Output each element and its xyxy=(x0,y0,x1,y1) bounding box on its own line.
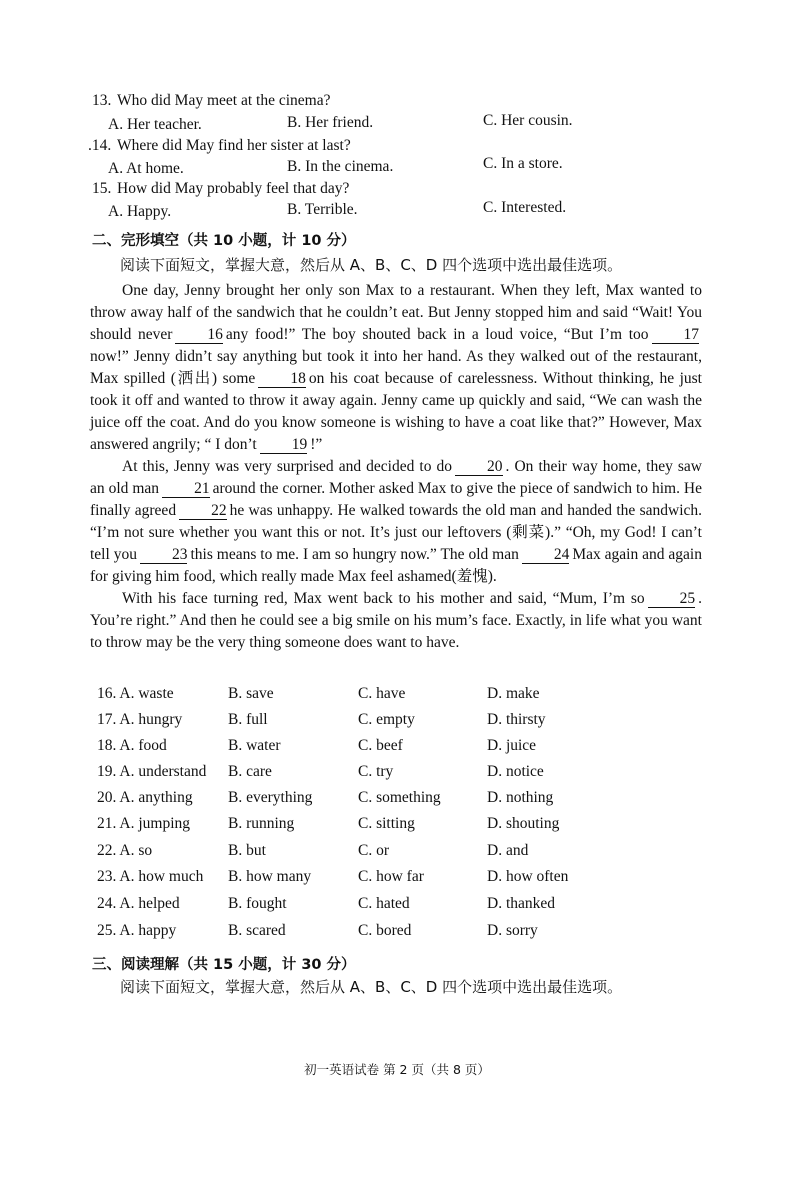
cloze-option-row xyxy=(0,895,794,921)
option-c: C. how far xyxy=(358,868,424,885)
section-heading-cloze: 二、完形填空（共 10 小题，计 10 分） xyxy=(92,233,356,249)
passage-text: around the corner. Mother asked Max to give the piece of sandwich to him. He finally agreed xyxy=(90,480,702,519)
cloze-option-row xyxy=(0,711,794,737)
option-b: B. running xyxy=(228,815,295,832)
passage-text: any food!” The boy shouted back in a loud voice, “But I’m too xyxy=(225,326,649,343)
option-d: D. and xyxy=(487,842,529,859)
option-b: B. how many xyxy=(228,868,312,885)
option-b: B. scared xyxy=(228,922,286,939)
passage-text: he was unhappy. He walked towards the old man and handed the sandwich. “I’m not sure whether you want this or not. It’s just our leftovers (剩菜).” “Oh, my God! I can’t tell you xyxy=(90,502,703,563)
blank-22: 22 xyxy=(179,502,227,520)
option-a: 16. A. waste xyxy=(97,685,174,702)
option-b: B. water xyxy=(228,737,281,754)
option-d: D. nothing xyxy=(487,789,554,806)
option-a: 20. A. anything xyxy=(97,789,193,806)
blank-21: 21 xyxy=(162,480,210,498)
option-c: C. hated xyxy=(358,895,410,912)
option-c: C. beef xyxy=(358,737,403,754)
passage-text: Max again and again for giving him food, which really made Max feel ashamed(羞愧). xyxy=(90,546,702,585)
blank-16: 16 xyxy=(175,326,223,344)
blank-23: 23 xyxy=(140,546,188,564)
option-b: B. In the cinema. xyxy=(287,158,394,175)
passage-paragraph-2 xyxy=(90,456,702,588)
option-c: C. or xyxy=(358,842,389,859)
question-stem: Who did May meet at the cinema? xyxy=(117,92,331,109)
passage-text: . On their way home, they saw an old man xyxy=(90,458,702,497)
passage-text: this means to me. I am so hungry now.” The old man xyxy=(190,546,519,563)
option-c: C. bored xyxy=(358,922,412,939)
blank-25: 25 xyxy=(648,590,696,608)
option-b: B. full xyxy=(228,711,268,728)
cloze-passage xyxy=(90,280,702,654)
option-a: 22. A. so xyxy=(97,842,153,859)
option-d: D. juice xyxy=(487,737,537,754)
option-c: C. empty xyxy=(358,711,415,728)
passage-text: With his face turning red, Max went back to his mother and said, “Mum, I’m so xyxy=(122,590,645,607)
option-c: C. Interested. xyxy=(483,199,567,216)
page-footer: 初一英语试卷 第 2 页（共 8 页） xyxy=(304,1062,490,1077)
blank-19: 19 xyxy=(260,436,308,454)
option-b: B. Terrible. xyxy=(287,201,358,218)
option-a: 21. A. jumping xyxy=(97,815,191,832)
blank-20: 20 xyxy=(455,458,503,476)
option-c: C. something xyxy=(358,789,441,806)
section-instruction-cloze: 阅读下面短文，掌握大意，然后从 A、B、C、D 四个选项中选出最佳选项。 xyxy=(120,256,623,274)
option-d: D. sorry xyxy=(487,922,538,939)
question-stem: Where did May find her sister at last? xyxy=(117,137,351,154)
option-d: D. thanked xyxy=(487,895,556,912)
section-heading-reading: 三、阅读理解（共 15 小题，计 30 分） xyxy=(92,957,356,973)
blank-17: 17 xyxy=(652,326,700,344)
passage-text: At this, Jenny was very surprised and decided to do xyxy=(122,458,453,475)
option-d: D. how often xyxy=(487,868,569,885)
question-number: 15. xyxy=(92,180,112,197)
option-a: 17. A. hungry xyxy=(97,711,183,728)
option-a: 18. A. food xyxy=(97,737,167,754)
option-d: D. notice xyxy=(487,763,544,780)
cloze-option-row xyxy=(0,815,794,841)
cloze-option-row xyxy=(0,842,794,868)
passage-text: !” xyxy=(310,436,323,453)
option-d: D. make xyxy=(487,685,540,702)
option-c: C. Her cousin. xyxy=(483,112,573,129)
passage-paragraph-1 xyxy=(90,280,702,456)
option-c: C. have xyxy=(358,685,406,702)
option-a: A. At home. xyxy=(108,160,184,177)
option-b: B. but xyxy=(228,842,266,859)
cloze-option-row xyxy=(0,922,794,948)
option-a: 25. A. happy xyxy=(97,922,177,939)
option-d: D. thirsty xyxy=(487,711,546,728)
option-a: A. Her teacher. xyxy=(108,116,202,133)
passage-text: . You’re right.” And then he could see a big smile on his mum’s face. Exactly, in life what you want to throw may be the very thing someone does want to have. xyxy=(90,590,702,651)
passage-text: on his coat because of carelessness. Without thinking, he just took it off and wanted to throw it away again. Jenny came up quickly and said, “We can wash the juice off the coat. And do you know someone is wishing to have a coat like that?” However, Max answered angrily; “ I don’t xyxy=(90,370,702,453)
cloze-option-row xyxy=(0,737,794,763)
question-stem: How did May probably feel that day? xyxy=(117,180,350,197)
option-b: B. save xyxy=(228,685,274,702)
option-a: 24. A. helped xyxy=(97,895,180,912)
option-b: B. everything xyxy=(228,789,313,806)
option-d: D. shouting xyxy=(487,815,560,832)
question-number: .14. xyxy=(88,137,112,154)
cloze-option-row xyxy=(0,685,794,711)
passage-text: now!” Jenny didn’t say anything but took it into her hand. As they walked out of the restaurant, Max spilled (洒出) some xyxy=(90,348,702,387)
cloze-option-row xyxy=(0,868,794,894)
passage-text: One day, Jenny brought her only son Max to a restaurant. When they left, Max wanted to throw away half of the sandwich that he couldn’t eat. But Jenny stopped him and said “Wait! You should never xyxy=(90,282,702,343)
option-b: B. care xyxy=(228,763,272,780)
option-c: C. sitting xyxy=(358,815,415,832)
option-a: 19. A. understand xyxy=(97,763,207,780)
option-b: B. fought xyxy=(228,895,287,912)
option-c: C. In a store. xyxy=(483,155,563,172)
blank-24: 24 xyxy=(522,546,570,564)
option-c: C. try xyxy=(358,763,394,780)
passage-paragraph-3 xyxy=(90,588,702,654)
option-a: A. Happy. xyxy=(108,203,172,220)
cloze-option-row xyxy=(0,789,794,815)
section-instruction-reading: 阅读下面短文，掌握大意，然后从 A、B、C、D 四个选项中选出最佳选项。 xyxy=(120,978,623,996)
option-a: 23. A. how much xyxy=(97,868,204,885)
question-number: 13. xyxy=(92,92,112,109)
option-b: B. Her friend. xyxy=(287,114,374,131)
blank-18: 18 xyxy=(258,370,306,388)
cloze-option-row xyxy=(0,763,794,789)
